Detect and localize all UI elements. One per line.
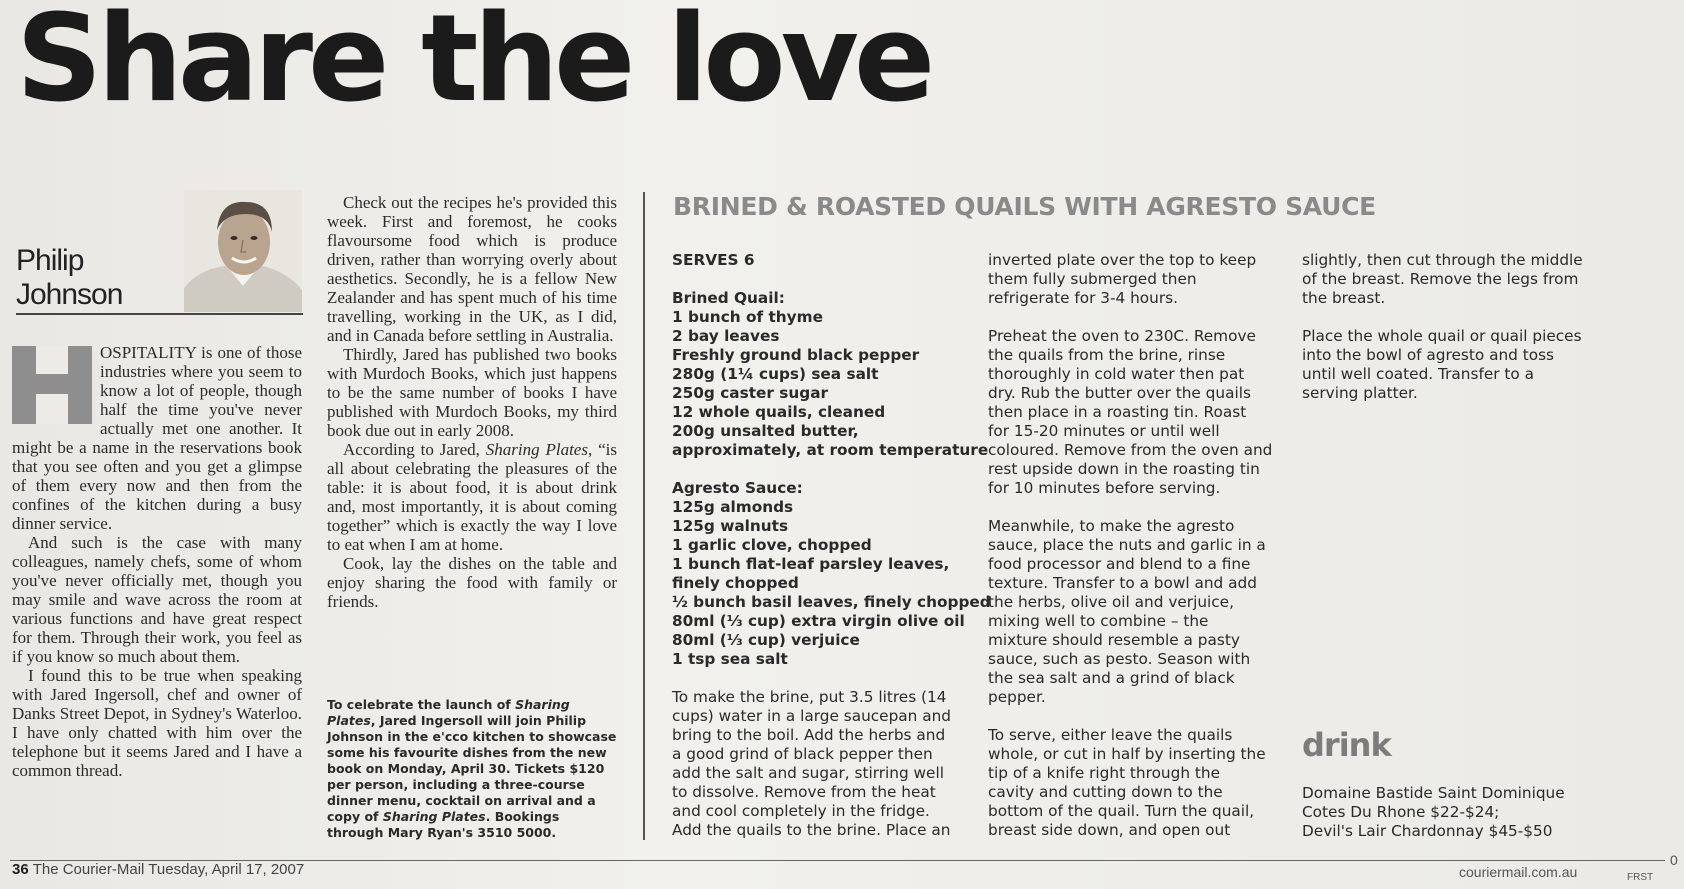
- method-line: cavity and cutting down to the: [988, 783, 1223, 801]
- recipe-title: BRINED & ROASTED QUAILS WITH AGRESTO SAUCE: [673, 192, 1376, 221]
- method-line: bottom of the quail. Turn the quail,: [988, 802, 1255, 820]
- method-line: for 10 minutes before serving.: [988, 479, 1221, 497]
- article-column-1: [12, 343, 302, 780]
- article-lead-text: OSPITALITY is one of those industries where you seem to know a lot of people, though half the time you've never actually met one another. It might be a name in the reservations book that you see often and you get a glimpse of them every now and then from the confines of the kitchen during a busy dinner service.: [12, 343, 302, 533]
- method-line: the quails from the brine, rinse: [988, 346, 1226, 364]
- recipe-column-1: [672, 251, 991, 859]
- headline: Share the love: [16, 0, 931, 129]
- wine-line: Devil's Lair Chardonnay $45-$50: [1302, 822, 1553, 840]
- ingredient-item: 12 whole quails, cleaned: [672, 403, 886, 421]
- promo-text: . Bookings through Mary Ryan's 3510 5000.: [327, 809, 560, 840]
- wine-line: Cotes Du Rhone $22-$24;: [1302, 803, 1500, 821]
- method-line: whole, or cut in half by inserting the: [988, 745, 1266, 763]
- article-paragraph: Check out the recipes he's provided this week. First and foremost, he cooks flavoursome food which is produce driven, rather than worrying overly about aesthetics. Secondly, he is a fellow New Zealander and has spent much of his time travelling, working in the UK, as I did, and in Canada before settling in Australia.: [327, 193, 617, 345]
- ingredient-item: 250g caster sugar: [672, 384, 829, 402]
- book-title: Sharing Plates: [485, 440, 588, 459]
- ingredient-item: 1 bunch flat-leaf parsley leaves,: [672, 555, 950, 573]
- method-line: refrigerate for 3-4 hours.: [988, 289, 1178, 307]
- method-line: slightly, then cut through the middle: [1302, 251, 1583, 269]
- ingredient-item: 2 bay leaves: [672, 327, 780, 345]
- masthead-date: The Courier-Mail Tuesday, April 17, 2007: [32, 861, 305, 878]
- method-line: sauce, such as pesto. Season with: [988, 650, 1251, 668]
- method-line: texture. Transfer to a bowl and add: [988, 574, 1257, 592]
- method-line: coloured. Remove from the oven and: [988, 441, 1273, 459]
- ingredient-item: 1 bunch of thyme: [672, 308, 823, 326]
- drink-heading: drink: [1302, 726, 1391, 764]
- article-paragraph: Thirdly, Jared has published two books with Murdoch Books, which just happens to be the same number of books I have published with Murdoch Books, my third book due out in early 2008.: [327, 345, 617, 440]
- method-line: tip of a knife right through the: [988, 764, 1221, 782]
- recipe-column-2: [988, 251, 1278, 859]
- article-paragraph: Cook, lay the dishes on the table and enjoy sharing the food with family or friends.: [327, 554, 617, 611]
- ingredient-item: 125g walnuts: [672, 517, 789, 535]
- method-line: them fully submerged then: [988, 270, 1197, 288]
- book-title: Sharing Plates: [382, 809, 486, 824]
- ingredient-heading: Brined Quail:: [672, 289, 785, 307]
- method-line: To serve, either leave the quails: [988, 726, 1233, 744]
- method-line: Meanwhile, to make the agresto: [988, 517, 1235, 535]
- text-run: , “is all about celebrating the pleasures of the table: it is about food, it is about drink and, most importantly, it is about coming together” which is exactly the way I love to eat when I am at home.: [327, 440, 617, 554]
- method-line: Place the whole quail or quail pieces: [1302, 327, 1582, 345]
- ingredient-item: 1 tsp sea salt: [672, 650, 788, 668]
- method-line: the breast.: [1302, 289, 1386, 307]
- ingredient-item: 280g (1¼ cups) sea salt: [672, 365, 879, 383]
- ingredient-heading: Agresto Sauce:: [672, 479, 803, 497]
- method-paragraph: [988, 726, 1278, 840]
- method-line: cups) water in a large saucepan and: [672, 707, 952, 725]
- article-paragraph: [327, 440, 617, 554]
- book-title: Sharing Plates: [327, 697, 570, 728]
- agresto-sauce-ingredients: [672, 479, 991, 669]
- method-paragraph: [988, 327, 1278, 498]
- method-line: until well coated. Transfer to a: [1302, 365, 1534, 383]
- method-line: Preheat the oven to 230C. Remove: [988, 327, 1256, 345]
- method-line: mixture should resemble a pasty: [988, 631, 1240, 649]
- recipe-serves: SERVES 6: [672, 251, 755, 269]
- drop-cap: [12, 346, 92, 424]
- page-number: 36: [12, 861, 29, 878]
- corner-mark: 0: [1670, 852, 1678, 868]
- method-line: breast side down, and open out: [988, 821, 1231, 839]
- promo-text: , Jared Ingersoll will join Philip Johnson in the e'cco kitchen to showcase some his favourite dishes from the new book on Monday, April 30. Tickets $120 per person, including a three-course dinner menu, cocktail on arrival and a copy of: [327, 713, 617, 824]
- article-paragraph: I found this to be true when speaking with Jared Ingersoll, chef and owner of Danks Street Depot, in Sydney's Waterloo. I have only chatted with him over the telephone but it seems Jared and I have a common thread.: [12, 666, 302, 780]
- footer-url: couriermail.com.au: [1459, 864, 1578, 880]
- method-line: thoroughly in cold water then pat: [988, 365, 1245, 383]
- ingredient-item: finely chopped: [672, 574, 799, 592]
- article-column-2: [327, 193, 617, 611]
- ingredient-item: 80ml (⅓ cup) extra virgin olive oil: [672, 612, 965, 630]
- edition-code: FRST: [1627, 872, 1654, 883]
- column-divider: [643, 192, 645, 840]
- ingredient-item: Freshly ground black pepper: [672, 346, 920, 364]
- ingredient-item: 80ml (⅓ cup) verjuice: [672, 631, 860, 649]
- method-paragraph: [1302, 251, 1602, 308]
- author-photo: [184, 190, 302, 312]
- method-line: then place in a roasting tin. Roast: [988, 403, 1247, 421]
- method-line: serving platter.: [1302, 384, 1418, 402]
- ingredient-item: 125g almonds: [672, 498, 794, 516]
- method-line: a good grind of black pepper then: [672, 745, 933, 763]
- method-line: for 15-20 minutes or until well: [988, 422, 1220, 440]
- article-paragraph: [12, 343, 302, 533]
- method-line: mixing well to combine – the: [988, 612, 1209, 630]
- method-line: add the salt and sugar, stirring well: [672, 764, 944, 782]
- method-paragraph: [988, 251, 1278, 308]
- ingredient-item: approximately, at room temperature: [672, 441, 989, 459]
- method-line: to dissolve. Remove from the heat: [672, 783, 936, 801]
- author-first-name: Philip: [16, 244, 84, 277]
- method-line: food processor and blend to a fine: [988, 555, 1251, 573]
- byline-divider: [16, 313, 303, 315]
- author-last-name: Johnson: [16, 278, 123, 311]
- method-line: rest upside down in the roasting tin: [988, 460, 1260, 478]
- method-line: dry. Rub the butter over the quails: [988, 384, 1251, 402]
- method-line: the herbs, olive oil and verjuice,: [988, 593, 1234, 611]
- method-paragraph: [672, 688, 972, 840]
- author-byline: [16, 244, 122, 312]
- author-portrait-image: [184, 190, 302, 312]
- method-line: of the breast. Remove the legs from: [1302, 270, 1579, 288]
- text-run: According to Jared,: [343, 440, 486, 459]
- recipe-column-3: [1302, 251, 1602, 422]
- method-line: sauce, place the nuts and garlic in a: [988, 536, 1266, 554]
- drop-cap-letter-h: [12, 346, 92, 424]
- wine-recommendations: [1302, 784, 1565, 841]
- ingredient-item: 1 garlic clove, chopped: [672, 536, 872, 554]
- ingredient-item: 200g unsalted butter,: [672, 422, 859, 440]
- article-paragraph: And such is the case with many colleagues, namely chefs, some of whom you've never officially met, though you may smile and wave across the room at various functions and have great respect for them. Through their work, you feel as if you know so much about them.: [12, 533, 302, 666]
- method-line: inverted plate over the top to keep: [988, 251, 1257, 269]
- method-line: Add the quails to the brine. Place an: [672, 821, 951, 839]
- footer-folio: [12, 861, 304, 878]
- method-line: bring to the boil. Add the herbs and: [672, 726, 946, 744]
- wine-line: Domaine Bastide Saint Dominique: [1302, 784, 1565, 802]
- method-line: To make the brine, put 3.5 litres (14: [672, 688, 947, 706]
- method-paragraph: [1302, 327, 1602, 403]
- method-line: the sea salt and a grind of black: [988, 669, 1235, 687]
- method-line: into the bowl of agresto and toss: [1302, 346, 1555, 364]
- method-paragraph: [988, 517, 1278, 707]
- brined-quail-ingredients: [672, 289, 989, 460]
- promo-text: To celebrate the launch of: [327, 697, 516, 712]
- event-promo: [327, 697, 617, 841]
- method-line: and cool completely in the fridge.: [672, 802, 930, 820]
- ingredient-item: ½ bunch basil leaves, finely chopped: [672, 593, 991, 611]
- method-line: pepper.: [988, 688, 1046, 706]
